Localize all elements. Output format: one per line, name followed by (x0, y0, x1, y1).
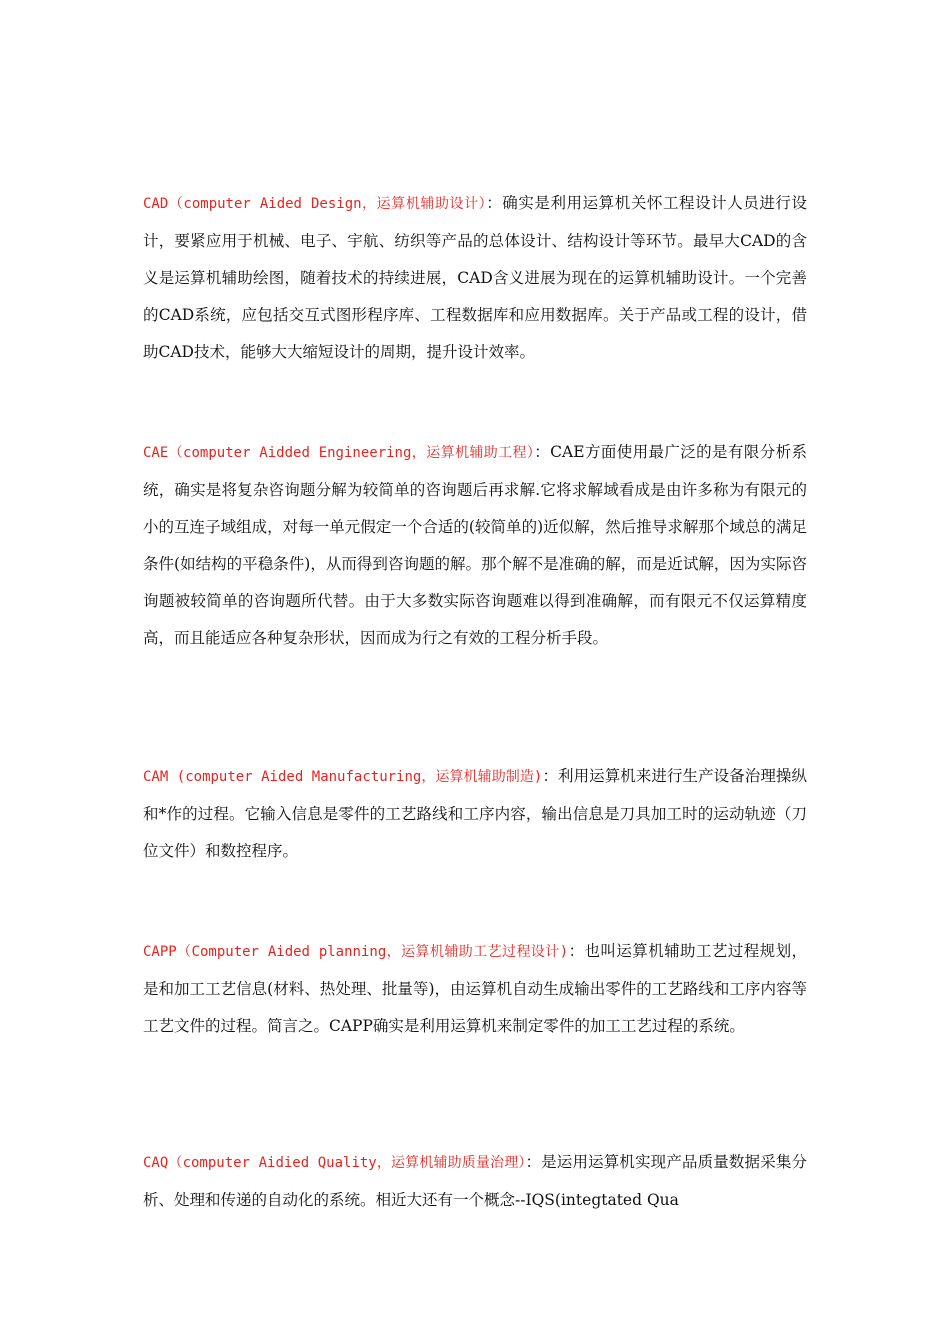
body-cad: ：确实是利用运算机关怀工程设计人员进行设计，要紧应用于机械、电子、宇航、纺织等产品的总体设计、结构设计等环节。最早大CAD的含义是运算机辅助绘图，随着技术的持续进展，CAD含义进展为现在的运算机辅助设计。一个完善的CAD系统，应包括交互式图形程序库、工程数据库和应用数据库。关于产品或工程的设计，借助CAD技术，能够大大缩短设计的周期，提升设计效率。 (143, 194, 807, 361)
paragraph-caq (143, 1144, 807, 1219)
term-cae: CAE（computer Aidded Engineering，运算机辅助工程） (143, 445, 535, 461)
term-cam: CAM (computer Aided Manufacturing，运算机辅助制造) (143, 769, 543, 785)
body-cae: ：CAE方面使用最广泛的是有限分析系统，确实是将复杂咨询题分解为较简单的咨询题后再求解.它将求解域看成是由许多称为有限元的小的互连子域组成，对每一单元假定一个合适的(较简单的)近似解，然后推导求解那个域总的满足条件(如结构的平稳条件)，从而得到咨询题的解。那个解不是准确的解，而是近试解，因为实际咨询题被较简单的咨询题所代替。由于大多数实际咨询题难以得到准确解，而有限元不仅运算精度高，而且能适应各种复杂形状，因而成为行之有效的工程分析手段。 (143, 443, 807, 647)
body-capp: ：也叫运算机辅助工艺过程规划，是和加工工艺信息(材料、热处理、批量等)，由运算机自动生成输出零件的工艺路线和工序内容等工艺文件的过程。简言之。CAPP确实是利用运算机来制定零件的加工工艺过程的系统。 (143, 942, 807, 1035)
term-capp: CAPP（Computer Aided planning，运算机辅助工艺过程设计) (143, 944, 569, 960)
paragraph-capp (143, 933, 807, 1045)
paragraph-cam (143, 758, 807, 870)
body-caq: ：是运用运算机实现产品质量数据采集分析、处理和传递的自动化的系统。相近大还有一个概念--IQS(integtated Qua (143, 1153, 807, 1209)
paragraph-cae (143, 434, 807, 657)
body-cam: ：利用运算机来进行生产设备治理操纵和*作的过程。它输入信息是零件的工艺路线和工序内容，输出信息是刀具加工时的运动轨迹（刀位文件）和数控程序。 (143, 767, 807, 860)
term-cad: CAD（computer Aided Design，运算机辅助设计） (143, 196, 487, 212)
paragraph-cad (143, 185, 807, 371)
term-caq: CAQ（computer Aidied Quality，运算机辅助质量治理） (143, 1155, 526, 1171)
